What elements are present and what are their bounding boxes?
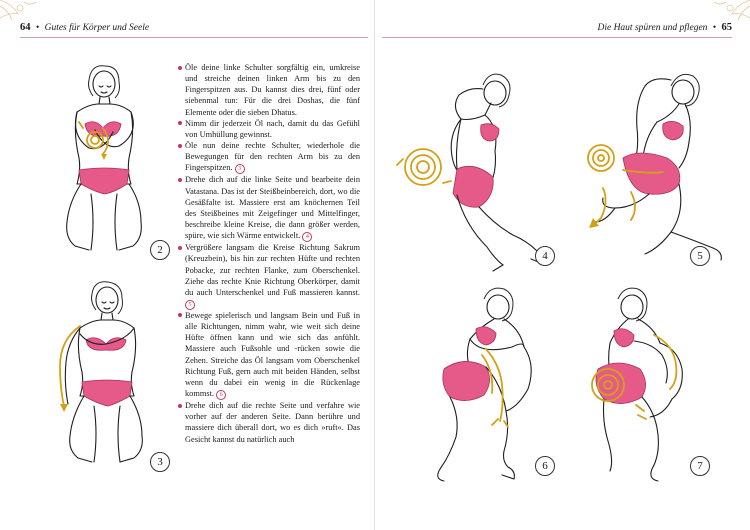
illustration-figure-3 [50, 280, 160, 475]
figure-label-4: 4 [535, 246, 555, 266]
figure-label-2: 2 [150, 240, 170, 260]
instruction-item: Bewege spielerisch und langsam Bein und Fuß in alle Richtungen, nimm wahr, wie weit sich deine Hüfte öffnen kann und wie sich das anfühlt. Massiere auch Fußsohle und -rücken sowie die Zehen. Streiche das Öl langsam vom Oberschenkel Richtung Fuß, gern auch mit beiden Händen, selbst wenn du dabei ein wenig in die Rückenlage kommst. 6 [178, 310, 360, 400]
figure-ref-6: 6 [216, 390, 226, 400]
page-number-left: 64 [20, 22, 31, 33]
figure-label-3: 3 [150, 452, 170, 472]
page-number-right: 65 [721, 22, 732, 33]
header-separator-left: • [35, 23, 40, 33]
illustration-figure-5 [575, 62, 735, 277]
header-rule-right [382, 37, 732, 38]
header-separator-right: • [712, 23, 717, 33]
illustration-figure-2 [55, 62, 165, 267]
header-title-left: Gutes für Körper und Seele [44, 23, 150, 33]
header-title-right: Die Haut spüren und pflegen [597, 23, 708, 33]
instruction-list [178, 62, 360, 445]
figure-label-6: 6 [535, 456, 555, 476]
instruction-item: Nimm dir jederzeit Öl nach, damit du das Gefühl von Umhüllung gewinnst. [178, 118, 360, 140]
page-gutter [374, 0, 375, 530]
instruction-item: Öle nun deine rechte Schulter, wiederhole die Bewegungen für den rechten Arm bis zu den Fingerspitzen. 3 [178, 140, 360, 174]
figure-ref-5: 5 [185, 300, 195, 310]
figure-ref-4: 4 [302, 232, 312, 242]
header-rule-left [20, 37, 368, 38]
instruction-text-column [178, 62, 360, 445]
figure-ref-3: 3 [235, 164, 245, 174]
instruction-item: Vergrößere langsam die Kreise Richtung Sakrum (Kreuzbein), bis hin zur rechten Hüfte und rechten Pobacke, zur rechten Flanke, zum Oberschenkel. Ziehe das rechte Knie Richtung Oberkörper, damit du auch Unterschenkel und Fuß massieren kannst. 5 [178, 242, 360, 310]
figure-label-7: 7 [690, 456, 710, 476]
figure-label-5: 5 [690, 246, 710, 266]
instruction-item: Öle deine linke Schulter sorgfältig ein, umkreise und streiche deinen linken Arm bis zu den Fingerspitzen aus. Du kannst dies drei, fünf oder siebenmal tun: Für die drei Doshas, die fünf Elemente oder die sieben Dhatus. [178, 62, 360, 118]
illustration-figure-4 [395, 65, 555, 280]
instruction-item: Drehe dich auf die rechte Seite und verfahre wie vorher auf der anderen Seite. Dann berühre und massiere dich überall dort, wo es dich »ruft«. Das Gesicht kannst du natürlich auch [178, 400, 360, 445]
instruction-item: Drehe dich auf die linke Seite und bearbeite dein Vatastana. Das ist der Steißbeinbereich, dort, wo die Gesäßfalte ist. Massiere erst am knöchernen Teil des Steißbeines mit Zeigefinger und Mittelfinger, beschreibe kleine Kreise, die dann größer werden, spüre, wie sich Wärme entwickelt. 4 [178, 174, 360, 242]
